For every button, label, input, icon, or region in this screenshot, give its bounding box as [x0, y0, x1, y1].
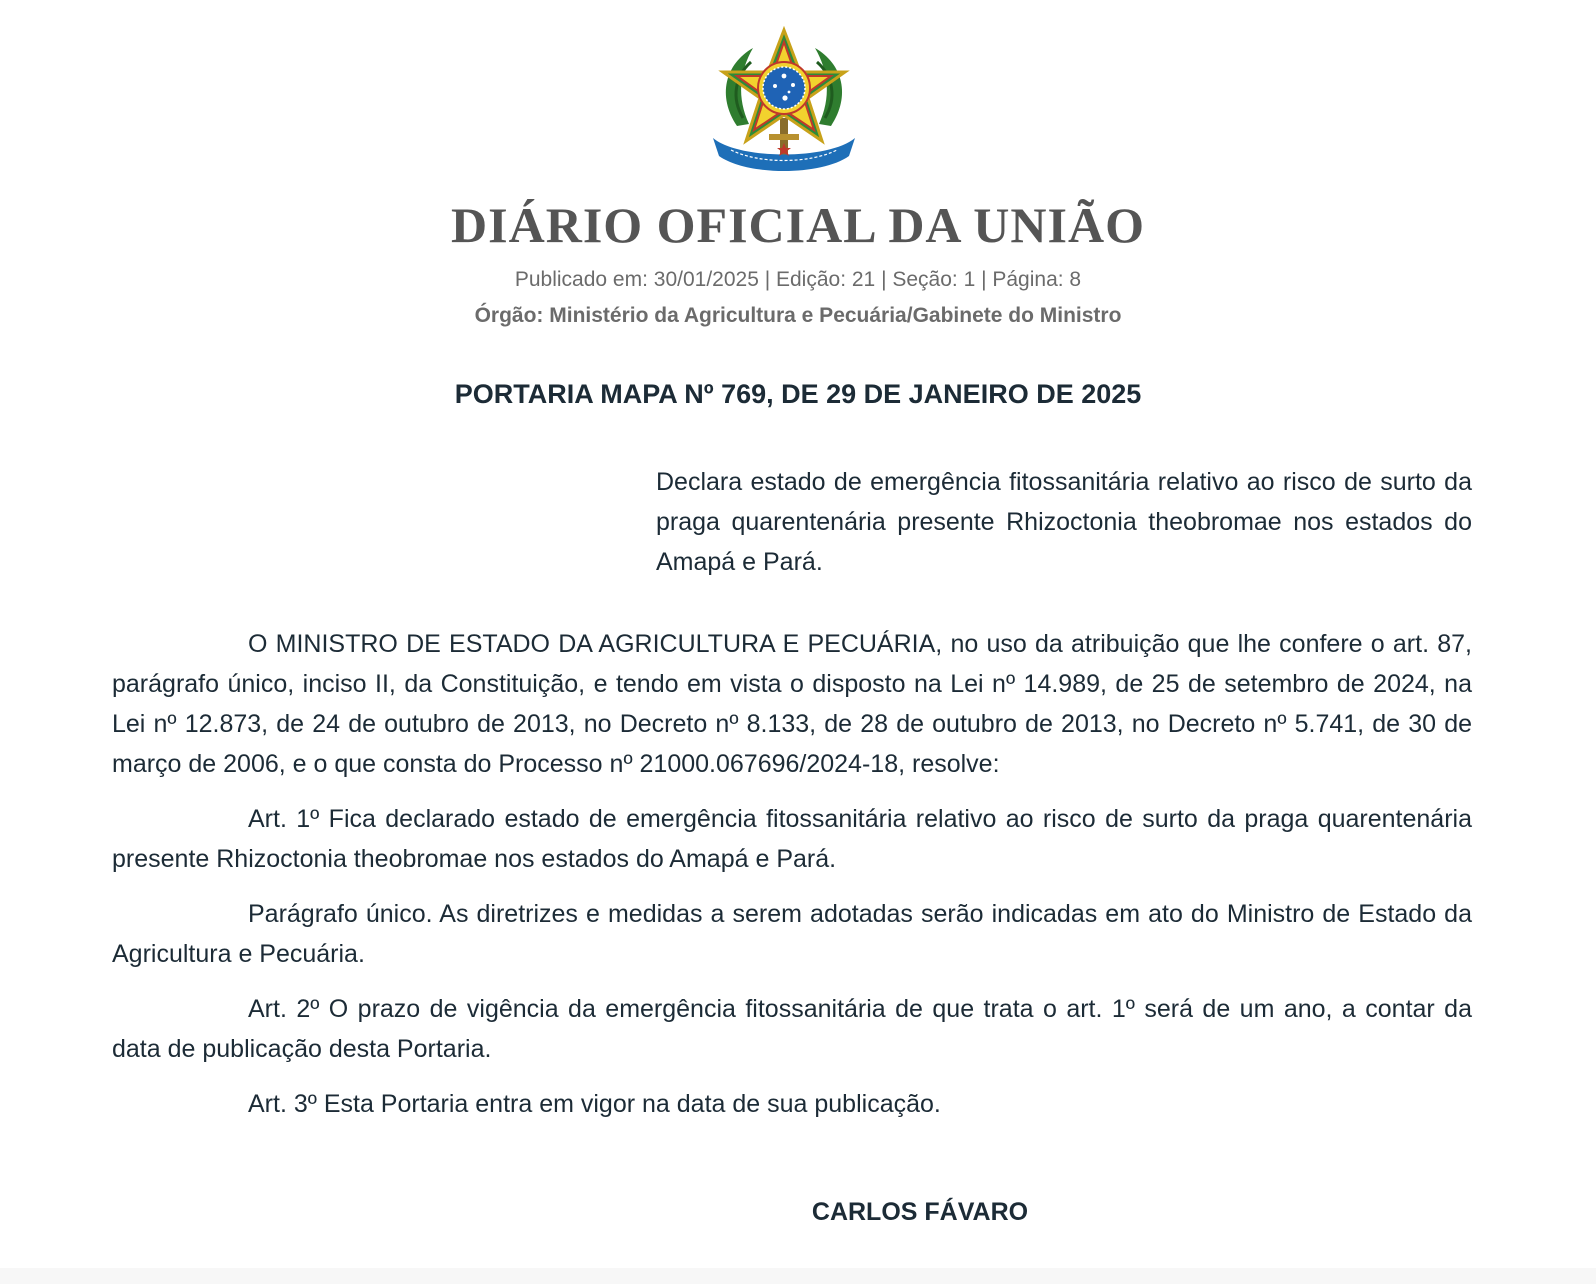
article-2: Art. 2º O prazo de vigência da emergência fitossanitária de que trata o art. 1º será de um ano, a contar da data de publicação desta Portaria. — [112, 995, 1472, 1063]
document-title: PORTARIA MAPA Nº 769, DE 29 DE JANEIRO DE 2025 — [454, 379, 1142, 409]
masthead-title: DIÁRIO OFICIAL DA UNIÃO — [451, 197, 1145, 253]
publication-info: Publicado em: 30/01/2025 | Edição: 21 | Seção: 1 | Página: 8 — [514, 268, 1082, 291]
issuing-organ: Órgão: Ministério da Agricultura e Pecuária/Gabinete do Ministro — [474, 304, 1122, 327]
article-1: Art. 1º Fica declarado estado de emergência fitossanitária relativo ao risco de surto da praga quarentenária presente Rhizoctonia theobromae nos estados do Amapá e Pará. — [112, 805, 1472, 873]
page-bottom-edge — [0, 1268, 1596, 1284]
article-3: Art. 3º Esta Portaria entra em vigor na data de sua publicação. — [248, 1090, 941, 1118]
signatory-name: CARLOS FÁVARO — [811, 1198, 1029, 1226]
brazil-coat-of-arms-icon — [709, 26, 859, 176]
ementa: Declara estado de emergência fitossanitária relativo ao risco de surto da praga quarentenária presente Rhizoctonia theobromae nos estados do Amapá e Pará. — [656, 468, 1472, 576]
document-body — [112, 624, 1472, 1139]
signature-block — [0, 1198, 1596, 1227]
article-1-sole-paragraph: Parágrafo único. As diretrizes e medidas a serem adotadas serão indicadas em ato do Ministro de Estado da Agricultura e Pecuária. — [112, 900, 1472, 968]
preamble-paragraph: O MINISTRO DE ESTADO DA AGRICULTURA E PECUÁRIA, no uso da atribuição que lhe confere o art. 87, parágrafo único, inciso II, da Constituição, e tendo em vista o disposto na Lei nº 14.989, de 25 de setembro de 2024, na Lei nº 12.873, de 24 de outubro de 2013, no Decreto nº 8.133, de 28 de outubro de 2013, no Decreto nº 5.741, de 30 de março de 2006, e o que consta do Processo nº 21000.067696/2024-18, resolve: — [112, 630, 1472, 778]
